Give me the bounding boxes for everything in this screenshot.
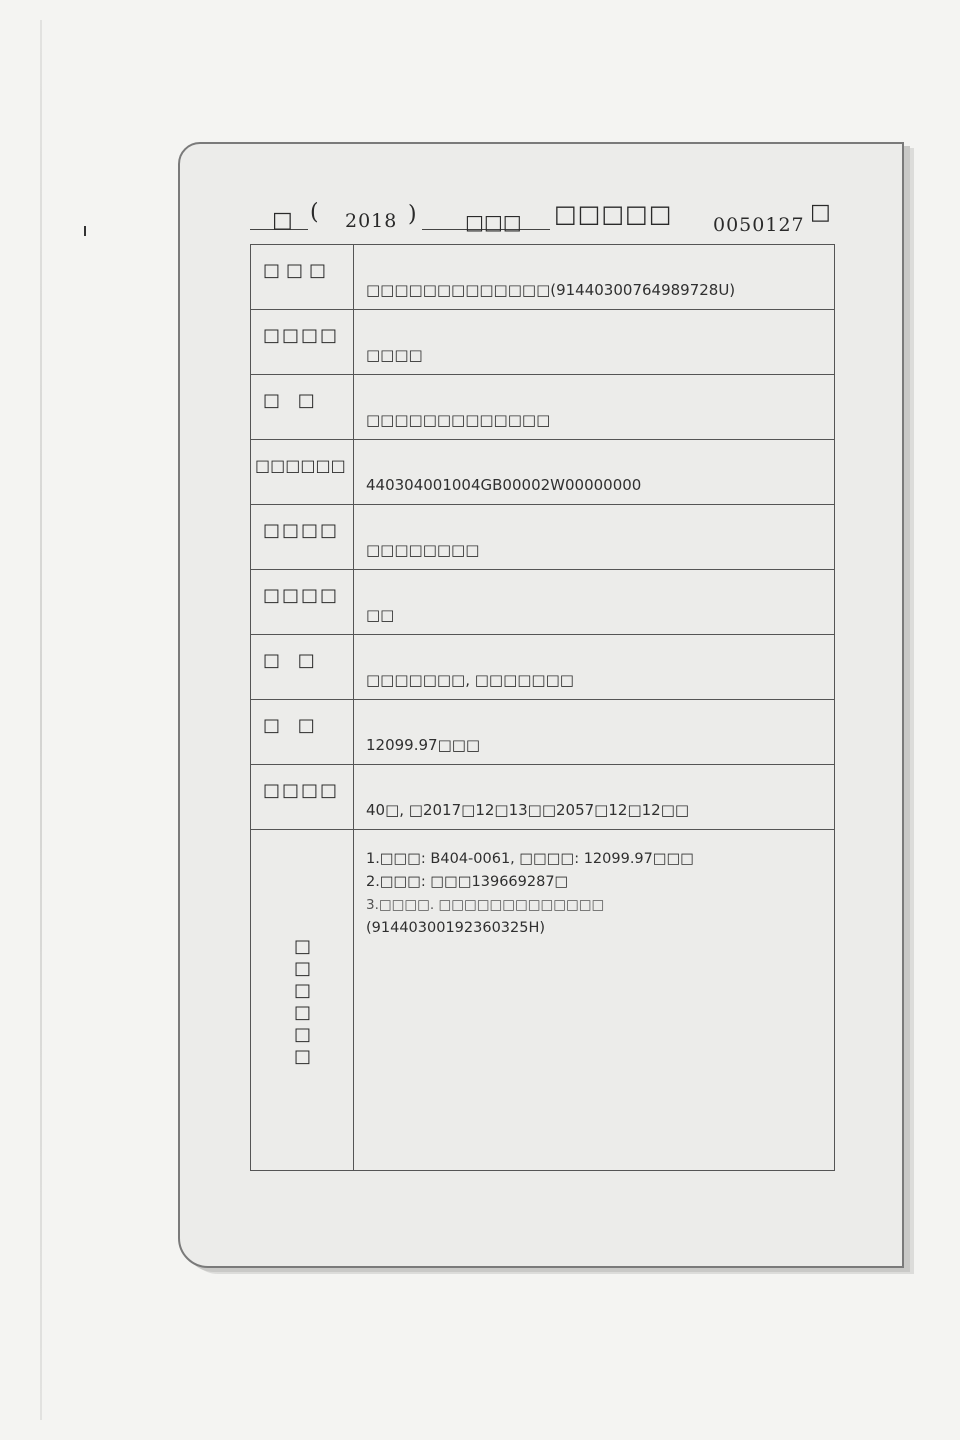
row-value-rights-holder: □□□□□□□□□□□□□(91440300764989728U) [354,245,835,310]
row-label-right-nature: □□□□ [251,570,354,635]
row-label-right-type: □□□□ [251,505,354,570]
table-row [251,570,835,635]
other-line-co-owner-code: (91440300192360325H) [366,920,546,936]
table-row [251,700,835,765]
row-value-right-nature: □□ [354,570,835,635]
row-value-right-type: □□□□□□□□ [354,505,835,570]
certificate-table [250,244,835,1171]
row-value-location: □□□□□□□□□□□□□ [354,375,835,440]
other-line-price: 2.□□□: □□□139669287□ [366,874,569,890]
scan-speck [84,226,86,236]
row-value-other-rights [354,830,835,1171]
table-row [251,830,835,1171]
row-label-term: □□□□ [251,765,354,830]
table-row [251,440,835,505]
header-suffix: □ [810,200,831,225]
table-row [251,505,835,570]
other-line-co-owner: 3.□□□□. □□□□□□□□□□□□□ [366,897,605,913]
header-paren-close: ) [408,202,417,227]
row-value-area: 12099.97□□□ [354,700,835,765]
row-label-area: □ □ [251,700,354,765]
header-year: 2018 [345,210,398,232]
header-cert-type: □□□□□ [554,200,673,228]
row-label-unit-number: □□□□□□ [251,440,354,505]
row-value-term: 40□, □2017□12□13□□2057□12□12□□ [354,765,835,830]
row-label-location: □ □ [251,375,354,440]
row-label-co-ownership: □□□□ [251,310,354,375]
certificate-header [250,196,835,240]
header-province: □ [272,208,293,233]
table-row [251,310,835,375]
table-row [251,245,835,310]
table-row [251,375,835,440]
header-cert-number: 0050127 [713,214,805,236]
row-value-co-ownership: □□□□ [354,310,835,375]
row-value-unit-number: 440304001004GB00002W00000000 [354,440,835,505]
row-value-usage: □□□□□□□, □□□□□□□ [354,635,835,700]
table-row [251,635,835,700]
table-row [251,765,835,830]
scan-edge [40,20,42,1420]
header-paren-open: ( [310,200,319,225]
row-label-other-rights: □□□□□□ [251,830,354,1171]
row-label-usage: □ □ [251,635,354,700]
other-line-parcel: 1.□□□: B404-0061, □□□□: 12099.97□□□ [366,851,694,867]
row-label-rights-holder: □□□ [251,245,354,310]
header-city: □□□ [465,210,522,234]
